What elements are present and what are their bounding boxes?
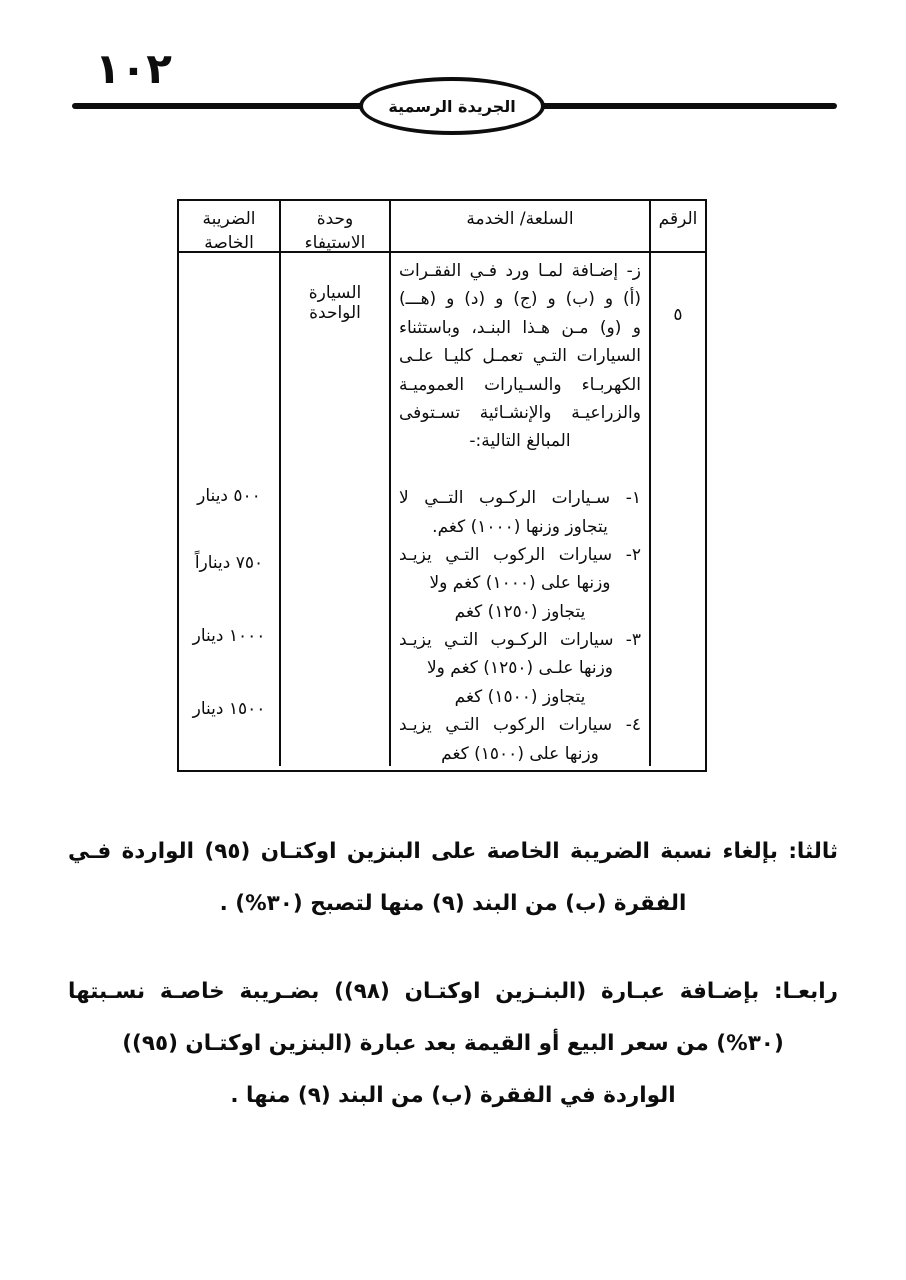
service-line: الكهربـاء والسـيارات العموميـة xyxy=(399,374,641,395)
collection-unit-value: السيارة الواحدة xyxy=(308,283,362,323)
table-row xyxy=(179,253,705,766)
header-cell-service xyxy=(389,201,649,253)
cell-special-tax xyxy=(179,253,279,766)
clause-fourth-line: (٣٠%) من سعر البيع أو القيمة بعد عبارة (البنزين اوكتـان (٩٥)) xyxy=(122,1031,784,1056)
service-line: ١- سـيارات الركـوب التــي لا xyxy=(399,488,641,509)
service-line: وزنها علـى (١٢٥٠) كغم ولا xyxy=(426,658,613,679)
service-line: وزنها على (١٥٠٠) كغم xyxy=(441,743,599,764)
tax-amount: ٥٠٠ دينار xyxy=(197,486,261,506)
header-tax-label-line2: الخاصة xyxy=(204,233,254,253)
tax-amount: ١٠٠٠ دينار xyxy=(192,626,266,646)
cell-collection-unit xyxy=(279,253,389,766)
cell-row-number xyxy=(649,253,705,766)
service-line: يتجاوز (١٥٠٠) كغم xyxy=(454,686,586,707)
page-number: ١٠٢ xyxy=(95,44,172,93)
gazette-title-seal xyxy=(359,77,545,135)
table-header-row xyxy=(179,201,705,253)
header-cell-special-tax xyxy=(179,201,279,253)
service-line: يتجاوز (١٢٥٠) كغم xyxy=(454,601,586,622)
header-service-label: السلعة/ الخدمة xyxy=(466,209,574,229)
service-line: يتجاوز وزنها (١٠٠٠) كغم. xyxy=(432,516,608,537)
header-tax-label-line1: الضريبة xyxy=(202,209,256,229)
clause-fourth xyxy=(68,966,838,1122)
gazette-title: الجريدة الرسمية xyxy=(388,96,516,116)
service-line: و (و) مـن هـذا البنـد، وباستثناء xyxy=(399,317,641,338)
clause-fourth-line: الواردة في الفقرة (ب) من البند (٩) منها . xyxy=(230,1083,676,1108)
service-line: والزراعيـة والإنشـائية تسـتوفى xyxy=(399,402,641,423)
cell-service-description xyxy=(389,253,649,766)
header-number-label: الرقم xyxy=(658,209,698,229)
header-cell-number xyxy=(649,201,705,253)
clause-third-line: ثالثا: بإلغاء نسبة الضريبة الخاصة على البنزين اوكتـان (٩٥) الواردة فـي xyxy=(68,839,838,864)
service-line: وزنها على (١٠٠٠) كغم ولا xyxy=(429,573,611,594)
header-unit-label: وحدة الاستيفاء xyxy=(304,209,366,253)
tax-amount: ٧٥٠ ديناراً xyxy=(194,553,264,573)
tax-amount: ١٥٠٠ دينار xyxy=(192,699,266,719)
service-line-spacer xyxy=(396,456,644,484)
row-number-value: ٥ xyxy=(673,305,683,325)
service-line: ٣- سيارات الركـوب التـي يزيـد xyxy=(399,630,641,651)
service-line: ٤- سيارات الركوب التـي يزيـد xyxy=(399,715,641,736)
header-cell-unit xyxy=(279,201,389,253)
clause-fourth-line: رابعـا: بإضـافة عبـارة (البنـزين اوكتـان (٩٨)) بضـريبة خاصـة نسـبتها xyxy=(68,979,838,1004)
service-line: (أ) و (ب) و (ج) و (د) و (هـــ) xyxy=(399,289,641,310)
clause-third-line: الفقرة (ب) من البند (٩) منها لتصبح (٣٠%) . xyxy=(219,891,687,916)
service-line: السيارات التـي تعمـل كليـا علـى xyxy=(399,346,641,367)
clause-third xyxy=(68,826,838,930)
service-line: ٢- سيارات الركوب التـي يزيـد xyxy=(399,544,641,565)
tax-table xyxy=(177,199,707,772)
service-line: ز- إضـافة لمـا ورد فـي الفقـرات xyxy=(399,261,641,281)
service-line: المبالغ التالية:- xyxy=(469,431,571,452)
